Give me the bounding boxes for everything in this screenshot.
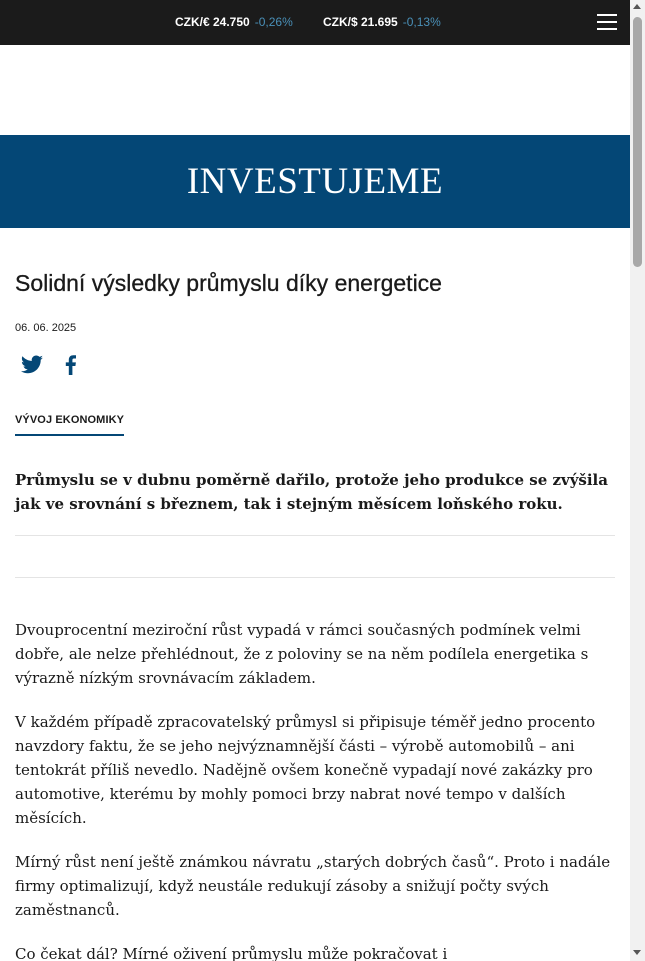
menu-line (597, 21, 617, 23)
currency-ticker-bar (0, 0, 630, 45)
article-paragraph: Mírný růst není ještě známkou návratu „starých dobrých časů“. Proto i nadále firmy optimalizují, když neustále redukují zásoby a snižují počty svých zaměstnanců. (15, 853, 611, 919)
category-link[interactable]: VÝVOJ EKONOMIKY (15, 414, 124, 436)
ticker-eur-label: CZK/€ 24.750 (175, 15, 250, 29)
divider (15, 535, 615, 536)
facebook-icon[interactable] (59, 353, 83, 377)
scroll-up-arrow-icon[interactable] (633, 4, 641, 9)
article-paragraph: Dvouprocentní meziroční růst vypadá v rámci současných podmínek velmi dobře, ale nelze přehlédnout, že z poloviny se na něm podílela energetika s výrazně nízkým srovnávacím základem. (15, 621, 589, 687)
ticker-eur-change: -0,26% (254, 15, 293, 29)
ticker-eur (175, 15, 293, 29)
article-title: Solidní výsledky průmyslu díky energetice (15, 270, 442, 296)
menu-line (597, 28, 617, 30)
menu-line (597, 14, 617, 16)
article-date: 06. 06. 2025 (15, 322, 77, 334)
scroll-down-arrow-icon[interactable] (633, 950, 641, 955)
article-body (15, 618, 615, 961)
twitter-icon[interactable] (20, 353, 44, 377)
ticker-usd-change: -0,13% (402, 15, 441, 29)
banner-slot (0, 45, 630, 135)
article-perex: Průmyslu se v dubnu poměrně dařilo, protože jeho produkce se zvýšila jak ve srovnání s březnem, tak i stejným měsícem loňského roku. (15, 471, 608, 513)
vertical-scrollbar[interactable] (630, 0, 645, 961)
article-paragraph: V každém případě zpracovatelský průmysl si připisuje téměř jedno procento navzdory faktu, že se jeho nejvýznamnější části – výrobě automobilů – ani tentokrát příliš nevedlo. Nadějně ovšem konečně vypadají nové zakázky pro automotive, kterému by mohly pomoci brzy nabrat nové tempo v dalších měsících. (15, 713, 596, 827)
article-paragraph: Co čekat dál? Mírné oživení průmyslu může pokračovat i (15, 945, 448, 961)
site-logo[interactable]: INVESTUJEME (186, 161, 444, 202)
divider (15, 577, 615, 578)
hamburger-menu-icon[interactable] (597, 13, 617, 31)
scrollbar-thumb[interactable] (633, 17, 642, 267)
ticker-usd-label: CZK/$ 21.695 (323, 15, 398, 29)
ticker-usd (323, 15, 441, 29)
